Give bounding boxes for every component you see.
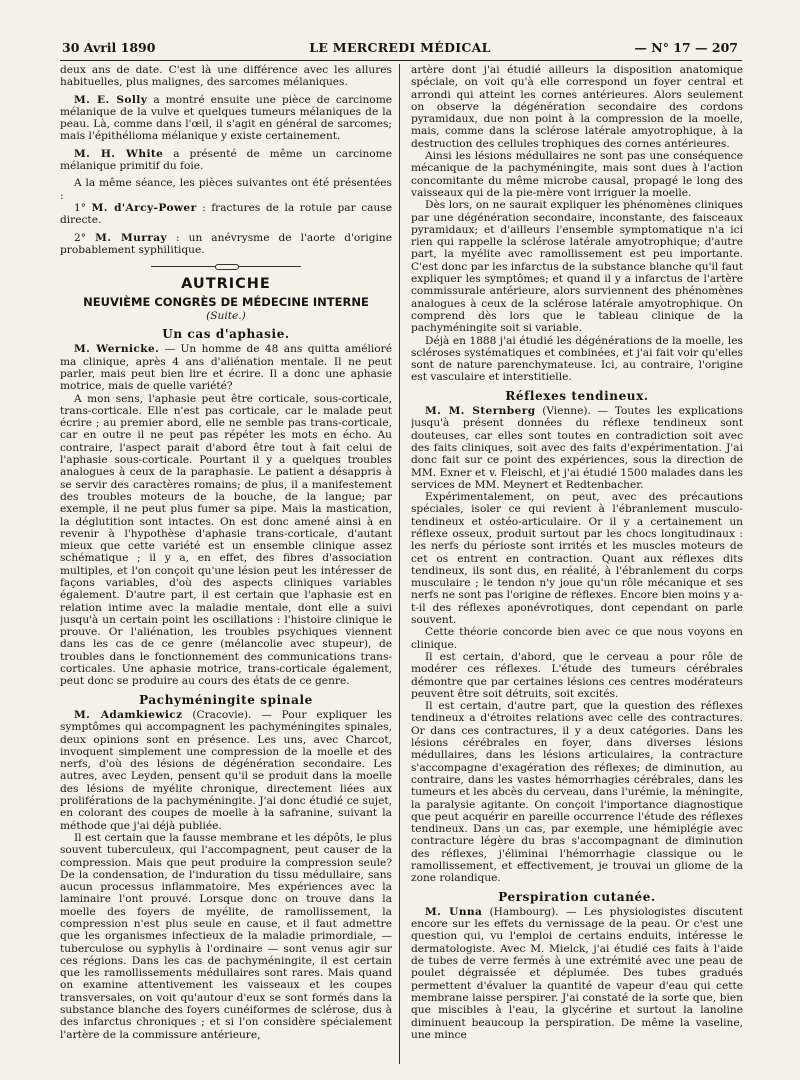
- speaker-name: M. Unna: [425, 905, 483, 918]
- suite-label: (Suite.): [206, 309, 246, 322]
- list-number: 1°: [74, 201, 92, 214]
- paragraph-text: a présenté de même un carcinome mélanique primitif du foie.: [60, 147, 392, 173]
- section-title: AUTRICHE: [181, 276, 271, 293]
- paragraph-adamkiewicz: [60, 709, 392, 832]
- paragraph-text: — Un homme de 48 ans quitta amélioré ma clinique, après 4 ans d'aliénation mentale. Il ne peut parler, mais peut bien lire et écrire. Il a donc une aphasie motrice, mais de quelle variété?: [60, 343, 392, 393]
- section-divider: [151, 264, 301, 270]
- column-rule: [399, 64, 400, 1064]
- paragraph-unna: [411, 906, 743, 1041]
- right-column: [411, 64, 743, 1070]
- speaker-name: M. M. Sternberg: [425, 405, 536, 418]
- subsection-title: Pachyméningite spinale: [139, 692, 313, 707]
- paragraph: Déjà en 1888 j'ai étudié les dégénérations de la moelle, les scléroses systématiques et combinées, et j'ai fait voir qu'elles sont de nature parenchymateuse. Ici, au contraire, l'origine est vasculaire et interstitielle.: [411, 334, 743, 384]
- speaker-name: M. d'Arcy-Power: [91, 201, 197, 214]
- speaker-name: M. Adamkiewicz: [74, 708, 183, 721]
- paragraph-text: (Vienne). — Toutes les explications jusqu'à présent données du réflexe tendineux sont douteuses, car elles sont toutes en contradiction soit avec des faits cliniques, soit avec des faits d'expérimentation. J'ai donc fait sur ce point des expériences, sous la direction de MM. Exner et v. Fleischl, et j'ai étudié 1500 malades dans les services de MM. Meynert et Redtenbacher.: [411, 405, 743, 491]
- paragraph: A la même séance, les pièces suivantes ont été présentées :: [60, 177, 392, 202]
- paragraph: Il est certain que la fausse membrane et les dépôts, le plus souvent tuberculeux, qui l'accompagnent, peut causer de la compression. Mais que peut produire la compression seule? De la condensation, de l'induration du tissu médullaire, sans aucun processus inflammatoire. Mes expériences avec la laminaire l'ont prouvé. Lorsque donc on trouve dans la moelle des foyers de myélite, de ramollissement, la compression n'est plus seule en cause, et il faut admettre que les organismes infectieux de la maladie primordiale, — tuberculose ou syphylis à l'ordinaire — sont venus agir sur ces régions. Dans les cas de pachyméningite, il est certain que les ramollissements médullaires sont rares. Mais quand on examine attentivement les vaisseaux et les coupes transversales, on voit qu'autour d'eux se sont formés dans la substance blanche des foyers cunéiformes de sclérose, dus à des infarctus chroniques ; et si l'on considère spécialement l'artère de la commissure antérieure,: [60, 831, 392, 1041]
- speaker-name: M. E. Solly: [74, 93, 148, 106]
- left-column: [60, 64, 392, 1070]
- page-number: — N° 17 — 207: [634, 40, 738, 55]
- paragraph: A mon sens, l'aphasie peut être corticale, sous-corticale, trans-corticale. Elle n'est pas corticale, car le malade peut écrire ; au premier abord, elle ne semble pas trans-corticale, car en outre il ne peut pas répéter les mots en écho. Au contraire, l'aspect parait d'abord être tout à fait celui de l'aphasie sous-corticale. Pourtant il y a quelques troubles analogues à ceux de la paraphasie. Le patient a désappris à se servir des caractères romains; de plus, il a manifestement des troubles moteurs de la bouche, de la langue; par exemple, il ne peut plus fumer sa pipe. Mais la mastication, la déglutition sont intactes. On est donc amené ainsi à en revenir à l'hypothèse d'aphasie trans-corticale, d'autant mieux que cette variété est un ensemble clinique assez schématique ; il y a, en effet, des fibres d'association multiples, et l'on conçoit qu'une lésion peut les intéresser de façons variables, d'où des aspects cliniques variables également. D'autre part, il est certain que l'aphasie est en relation intime avec la maladie mentale, dont elle a suivi jusqu'à un certain point les oscillations : l'histoire clinique le prouve. Or l'aliénation, les troubles psychiques viennent dans les cas de ce genre (mélancolie avec stupeur), de troubles dans le fonctionnement des communications trans-corticales. Une aphasie motrice, trans-corticale également, peut donc se produire au cours des états de ce genre.: [60, 392, 392, 688]
- paragraph-text: : un anévrysme de l'aorte d'origine probablement syphilitique.: [60, 231, 392, 256]
- paragraph-murray: [60, 232, 392, 257]
- congress-title: NEUVIÈME CONGRÈS DE MÉDECINE INTERNE: [83, 295, 369, 310]
- paragraph: Il est certain, d'autre part, que la question des réflexes tendineux a d'étroites relations avec celle des contractures. Or dans ces contractures, il y a deux catégories. Dans les lésions cérébrales en foyer, dans diverses lésions médullaires, dans les lésions articulaires, la contracture s'accompagne d'exagération des réflexes; de diminution, au contraire, dans les vastes hémorrhagies cérébrales, dans les tumeurs et les abcès du cerveau, dans l'urémie, la méningite, la paralysie agitante. On conçoit l'importance diagnostique que peut acquérir en pareille occurrence l'étude des réflexes tendineux. Dans un cas, par exemple, une hémiplégie avec contracture légère du bras s'accompagnant de diminution des réflexes, j'éliminai l'hémorrhagie classique ou le ramollissement, et effectivement, je trouvai un gliome de la zone rolandique.: [411, 700, 743, 885]
- paragraph-text: a montré ensuite une pièce de carcinome mélanique de la vulve et quelques tumeurs mélaniques de la peau. Là, comme dans l'œil, il s'agit en général de sarcomes; mais l'épithélioma mélanique y existe certainement.: [60, 93, 392, 143]
- paragraph-text: : fractures de la rotule par cause directe.: [60, 201, 392, 227]
- speaker-name: M. H. White: [74, 147, 164, 160]
- paragraph-wernicke: [60, 343, 392, 392]
- header-rule: [60, 60, 742, 61]
- paragraph-sternberg: [411, 405, 743, 491]
- paragraph: Expérimentalement, on peut, avec des précautions spéciales, isoler ce qui revient à l'ébranlement musculo-tendineux et ostéo-articulaire. Or il y a certainement un réflexe osseux, produit surtout par les chocs longitudinaux : les nerfs du périoste sont irrités et les muscles moteurs de cet os entrent en contraction. Quant aux réflexes dits tendineux, ils sont dus, en réalité, à l'ébranlement du corps musculaire ; le tendon n'y joue qu'un rôle mécanique et ses nerfs ne sont pas l'origine de réflexes. Encore bien moins y a-t-il des réflexes aponévrotiques, dont cependant on parle souvent.: [411, 491, 743, 627]
- paragraph: artère dont j'ai étudié ailleurs la disposition anatomique spéciale, on voit qu'à elle correspond un foyer central et arrondi qui atteint les cornes antérieures. Alors seulement on observe la dégénération secondaire des cordons pyramidaux, due non point à la compression de la moelle, mais, comme dans la sclérose latérale amyotrophique, à la destruction des cellules trophiques des cornes antérieures.: [411, 64, 743, 150]
- paragraph-white: [60, 148, 392, 173]
- paragraph-arcy: [60, 202, 392, 227]
- paragraph: deux ans de date. C'est là une différence avec les allures habituelles, plus malignes, des sarcomes mélaniques.: [60, 64, 392, 89]
- paragraph-text: (Hambourg). — Les physiologistes discutent encore sur les effets du vernissage de la peau. Or c'est une question qui, vu l'emploi de certains enduits, intéresse le dermatologiste. Avec M. Mielck, j'ai étudié ces faits à l'aide de tubes de verre fermés à une extrémité avec une peau de poulet dégraissée et déplumée. Des tubes gradués permettent d'évaluer la quantité de vapeur d'eau qui cette membrane laisse perspirer. J'ai constaté de la sorte que, bien que miscibles à l'eau, la glycérine et surtout la lanoline diminuent beaucoup la perspiration. De même la vaseline, une mince: [411, 905, 743, 1041]
- subsection-title: Un cas d'aphasie.: [162, 327, 290, 342]
- paragraph: Dès lors, on ne saurait expliquer les phénomènes cliniques par une dégénération secondaire, inconstante, des faisceaux pyramidaux; et d'ailleurs l'ensemble symptomatique n'a ici rien qui rappelle la sclérose latérale amyotrophique; d'autre part, la myélite avec ramollissement est peu importante. C'est donc par les infarctus de la substance blanche qu'il faut expliquer les symptômes; et quand il y a infarctus de l'artère commissurale antérieure, alors surviennent des phénomènes analogues à ceux de la sclérose latérale amyotrophique. On comprend dès lors que le tableau clinique de la pachyméningite soit si variable.: [411, 199, 743, 335]
- paragraph: Ainsi les lésions médullaires ne sont pas une conséquence mécanique de la pachyméningite, mais sont dues à l'action concomitante du même microbe causal, propagé le long des vaisseaux qui de la pie-mère vont irriguer la moelle.: [411, 150, 743, 199]
- paragraph-text: (Cracovie). — Pour expliquer les symptômes qui accompagnent les pachyméningites spinales, deux opinions sont en présence. Les uns, avec Charcot, invoquent simplement une compression de la moelle et des nerfs, d'où des lésions de dégénération secondaire. Les autres, avec Leyden, pensent qu'il se produit dans la moelle des lésions de myélite chronique, directement liées aux proliférations de la pachyméningite. J'ai donc étudié ce sujet, en colorant des coupes de moelle à la safranine, suivant la méthode que j'ai déjà publiée.: [60, 708, 392, 832]
- speaker-name: M. Murray: [95, 231, 168, 244]
- journal-title: LE MERCREDI MÉDICAL: [309, 40, 491, 55]
- subsection-title: Réflexes tendineux.: [505, 388, 649, 403]
- speaker-name: M. Wernicke.: [74, 343, 160, 356]
- list-number: 2°: [74, 231, 96, 244]
- paragraph: Il est certain, d'abord, que le cerveau a pour rôle de modérer ces réflexes. L'étude des tumeurs cérébrales démontre que par certaines lésions ces centres modérateurs peuvent être soit détruits, soit excités.: [411, 650, 743, 700]
- page-header: [62, 40, 738, 58]
- subsection-title: Perspiration cutanée.: [498, 889, 656, 904]
- paragraph: Cette théorie concorde bien avec ce que nous voyons en clinique.: [411, 626, 743, 651]
- issue-date: 30 Avril 1890: [62, 40, 156, 55]
- paragraph-solly: [60, 94, 392, 143]
